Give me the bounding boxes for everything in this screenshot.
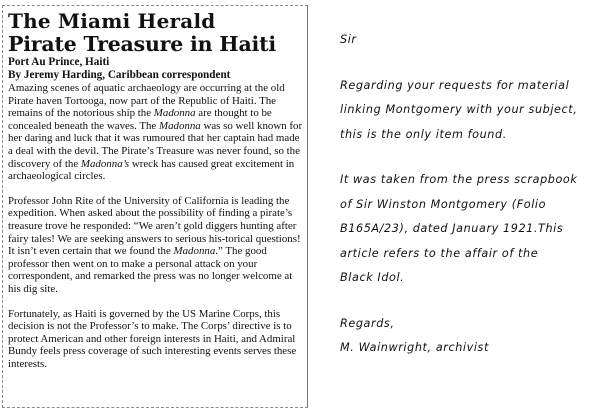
note-signature: M. Wainwright, archivist xyxy=(340,341,489,354)
note-line: It was taken from the press scrapbook xyxy=(340,173,578,186)
note-line: linking Montgomery with your subject, xyxy=(340,103,578,116)
ship-name: Madonna xyxy=(173,245,216,258)
spacer xyxy=(340,291,590,312)
newspaper-masthead: The Miami Herald xyxy=(8,9,216,33)
note-line: B165A/23), dated January 1921.This xyxy=(340,222,564,235)
handwritten-note xyxy=(340,28,590,361)
ship-name: Madonna xyxy=(153,107,196,120)
article-headline: Pirate Treasure in Haiti xyxy=(8,32,276,56)
article-byline: By Jeremy Harding, Caribbean correspondent xyxy=(8,69,231,81)
ship-name: Madonna xyxy=(159,119,201,132)
note-salutation: Sir xyxy=(340,33,357,46)
note-line: Black Idol. xyxy=(340,271,405,284)
note-line: Regarding your requests for material xyxy=(340,78,570,92)
article-paragraph-3 xyxy=(8,308,303,371)
article-paragraph-1 xyxy=(8,82,303,183)
ship-name: Madonna’s xyxy=(80,157,130,170)
newspaper-clipping xyxy=(2,5,308,408)
text-segment: are thought to be concealed beneath the waves. The xyxy=(8,107,272,132)
note-line: this is the only item found. xyxy=(340,127,507,141)
note-line: article refers to the affair of the xyxy=(340,246,539,260)
spacer xyxy=(340,53,590,74)
text-segment: wreck has caused great excitement in archaeological circles. xyxy=(8,157,295,183)
text-segment: .” The good professor then went on to make a personal attack on your correspondent, and remarked the press was no longer welcome at his dig site. xyxy=(8,245,293,295)
text-segment: Professor John Rite of the University of California is leading the expedition. When asked about the possibility of finding a pirate’s treasure trove he responded: “We aren’t gold diggers hunting after fairy tales! We are seeking answers to serious his-torical questions! It isn’t even certain that we found the xyxy=(8,194,301,258)
note-line: of Sir Winston Montgomery (Folio xyxy=(340,197,547,211)
text-segment: was so well known for her daring and luck that it was rumoured that her captain had made a deal with the devil. The Pirate’s Treasure was never found, so the discovery of the xyxy=(8,119,303,170)
note-closing: Regards, xyxy=(340,316,395,330)
spacer xyxy=(340,147,590,168)
text-segment: Fortunately, as Haiti is governed by the US Marine Corps, this decision is not the Professor’s to make. The Corps’ directive is to protect American and other foreign interests in Haiti, and Admiral Bundy feels press coverage of such interesting events serves these interests. xyxy=(8,307,297,370)
text-segment: Amazing scenes of aquatic archaeology are occurring at the old Pirate haven Tortooga, now part of the Republic of Haiti. The remains of the notorious ship the xyxy=(8,82,285,120)
article-dateline: Port Au Prince, Haiti xyxy=(8,56,110,68)
article-paragraph-2 xyxy=(8,195,303,296)
